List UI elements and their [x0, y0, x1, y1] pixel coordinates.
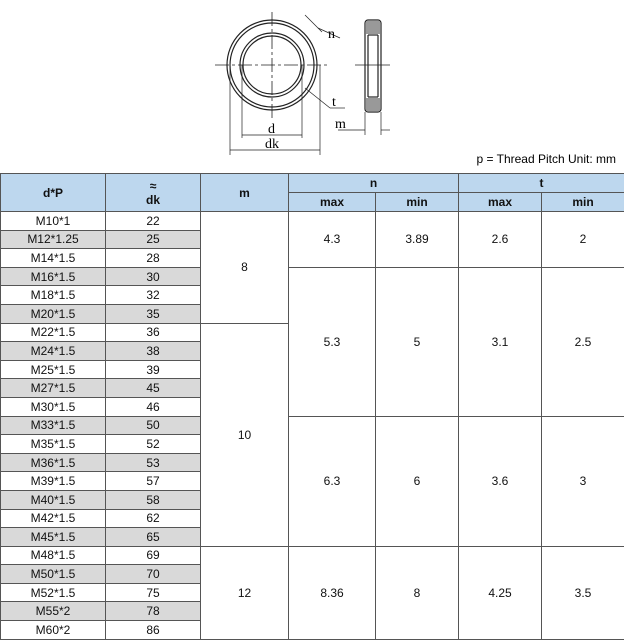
cell-t-max: 2.6 — [459, 212, 542, 268]
cell-dp: M50*1.5 — [1, 565, 106, 584]
header-n-max: max — [289, 193, 376, 212]
unit-note: p = Thread Pitch Unit: mm — [476, 152, 616, 166]
cell-n-min: 6 — [376, 416, 459, 546]
label-m: m — [335, 117, 346, 132]
cell-dk: 35 — [106, 304, 201, 323]
cell-dk: 62 — [106, 509, 201, 528]
header-dk — [106, 174, 201, 212]
table-row — [1, 267, 624, 286]
cell-dk: 53 — [106, 453, 201, 472]
cell-dp: M42*1.5 — [1, 509, 106, 528]
cell-dp: M33*1.5 — [1, 416, 106, 435]
cell-t-min: 3 — [542, 416, 624, 546]
approx-symbol: ≈ — [149, 178, 157, 193]
header-t-max: max — [459, 193, 542, 212]
cell-dk: 58 — [106, 490, 201, 509]
header-dp: d*P — [1, 174, 106, 212]
label-n: n — [328, 27, 335, 42]
cell-dp: M14*1.5 — [1, 249, 106, 268]
cell-dp: M55*2 — [1, 602, 106, 621]
cell-n-min: 5 — [376, 267, 459, 416]
header-n: n — [289, 174, 459, 193]
cell-m: 8 — [201, 212, 289, 324]
table-row — [1, 416, 624, 435]
cell-dk: 39 — [106, 360, 201, 379]
header-n-min: min — [376, 193, 459, 212]
cell-dp: M18*1.5 — [1, 286, 106, 305]
cell-t-max: 3.1 — [459, 267, 542, 416]
cell-dp: M22*1.5 — [1, 323, 106, 342]
cell-dk: 86 — [106, 621, 201, 640]
label-d: d — [268, 122, 275, 137]
label-t: t — [332, 95, 336, 110]
cell-dk: 45 — [106, 379, 201, 398]
cell-dp: M40*1.5 — [1, 490, 106, 509]
cell-dk: 32 — [106, 286, 201, 305]
cell-dk: 50 — [106, 416, 201, 435]
cell-t-min: 3.5 — [542, 546, 624, 639]
cell-dp: M27*1.5 — [1, 379, 106, 398]
cell-n-max: 4.3 — [289, 212, 376, 268]
cell-dk: 65 — [106, 528, 201, 547]
cell-t-max: 3.6 — [459, 416, 542, 546]
cell-t-max: 4.25 — [459, 546, 542, 639]
cell-dp: M48*1.5 — [1, 546, 106, 565]
cell-dp: M12*1.25 — [1, 230, 106, 249]
lock-nut-drawing — [210, 0, 410, 160]
cell-dp: M24*1.5 — [1, 342, 106, 361]
cell-dp: M36*1.5 — [1, 453, 106, 472]
cell-m: 10 — [201, 323, 289, 546]
cell-n-max: 8.36 — [289, 546, 376, 639]
cell-dp: M20*1.5 — [1, 304, 106, 323]
cell-n-max: 6.3 — [289, 416, 376, 546]
cell-m: 12 — [201, 546, 289, 639]
cell-dk: 36 — [106, 323, 201, 342]
header-t-min: min — [542, 193, 624, 212]
cell-t-min: 2.5 — [542, 267, 624, 416]
table-row — [1, 546, 624, 565]
cell-dk: 70 — [106, 565, 201, 584]
table-row — [1, 212, 624, 231]
cell-dk: 57 — [106, 472, 201, 491]
cell-dp: M10*1 — [1, 212, 106, 231]
cell-dp: M25*1.5 — [1, 360, 106, 379]
cell-dp: M30*1.5 — [1, 397, 106, 416]
cell-n-max: 5.3 — [289, 267, 376, 416]
cell-dp: M45*1.5 — [1, 528, 106, 547]
cell-dp: M39*1.5 — [1, 472, 106, 491]
cell-dp: M60*2 — [1, 621, 106, 640]
header-dk-label: dk — [145, 192, 160, 207]
cell-dk: 52 — [106, 435, 201, 454]
cell-dp: M16*1.5 — [1, 267, 106, 286]
cell-dk: 46 — [106, 397, 201, 416]
cell-dk: 30 — [106, 267, 201, 286]
cell-dk: 28 — [106, 249, 201, 268]
header-m: m — [201, 174, 289, 212]
cell-dk: 69 — [106, 546, 201, 565]
cell-n-min: 8 — [376, 546, 459, 639]
cell-dk: 38 — [106, 342, 201, 361]
cell-t-min: 2 — [542, 212, 624, 268]
cell-dk: 22 — [106, 212, 201, 231]
lock-nut-spec-table — [0, 173, 624, 640]
cell-dp: M35*1.5 — [1, 435, 106, 454]
cell-n-min: 3.89 — [376, 212, 459, 268]
header-t: t — [459, 174, 624, 193]
cell-dk: 25 — [106, 230, 201, 249]
cell-dk: 75 — [106, 583, 201, 602]
cell-dk: 78 — [106, 602, 201, 621]
label-dk: dk — [265, 137, 279, 152]
cell-dp: M52*1.5 — [1, 583, 106, 602]
